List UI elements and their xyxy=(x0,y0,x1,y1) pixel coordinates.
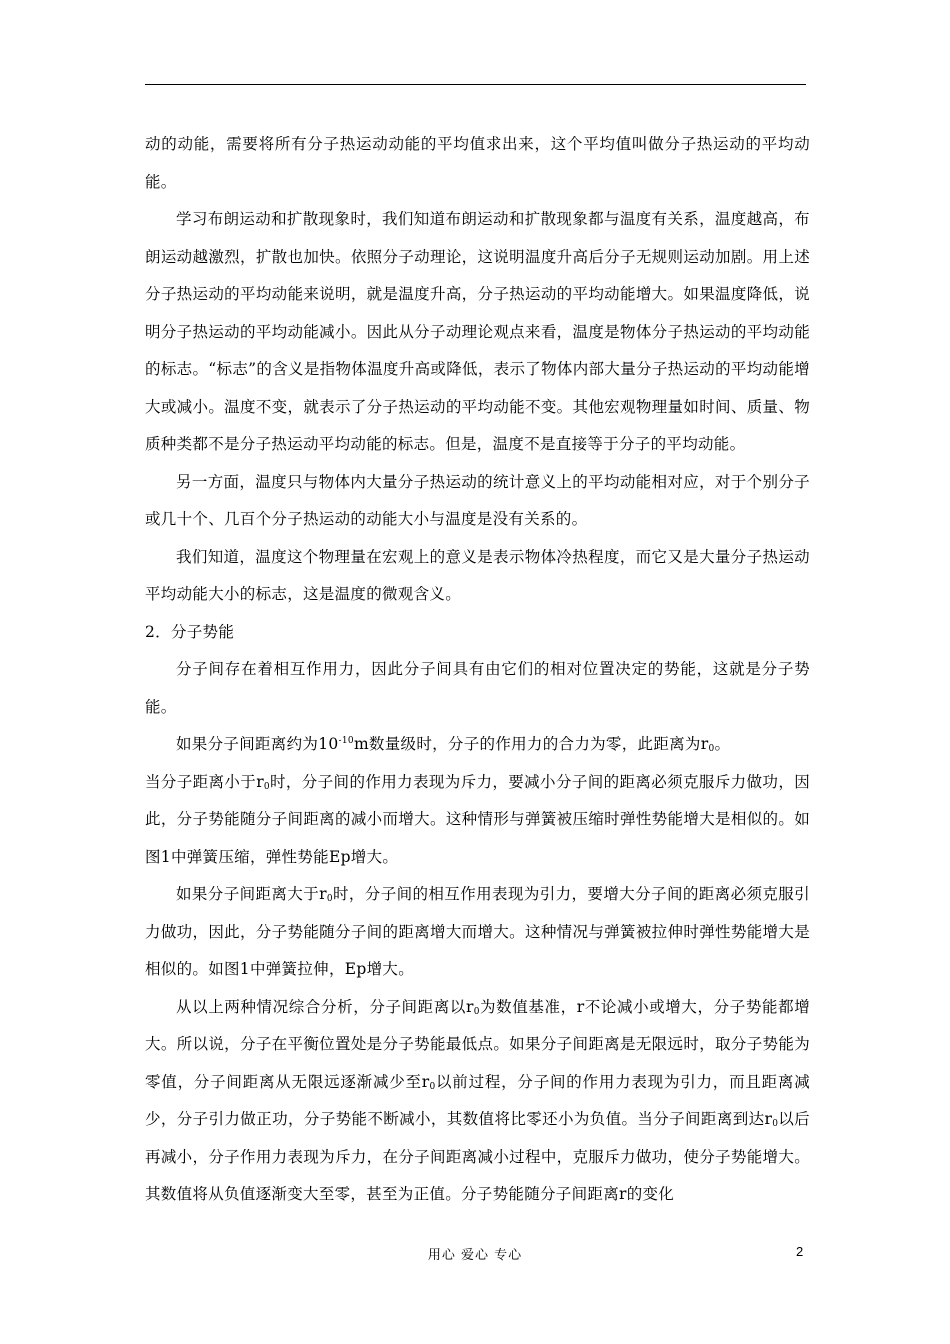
paragraph-potential-energy-definition: 分子间存在着相互作用力，因此分子间具有由它们的相对位置决定的势能，这就是分子势能。 xyxy=(145,660,810,716)
exponent: -10 xyxy=(338,736,354,746)
subscript-zero: 0 xyxy=(429,1081,436,1092)
subscript-zero: 0 xyxy=(326,894,333,904)
paragraph-microscopic-meaning: 我们知道，温度这个物理量在宏观上的意义是表示物体冷热程度，而它又是大量分子热运动平均动能大小的标志，这是温度的微观含义。 xyxy=(145,547,810,603)
paragraph-repulsive-case: 当分子距离小于$r_0$时，分子间的作用力表现为斥力，要减小分子间的距离必须克服斥力做功，因此，分子势能随分子间距离的减小而增大。这种情形与弹簧被压缩时弹性势能增大是相似的。如图1中弹簧压缩，弹性势能Ep增大。 xyxy=(145,772,811,866)
paragraph-average-kinetic-energy: 动的动能，需要将所有分子热运动动能的平均值求出来，这个平均值叫做分子热运动的平均动能。 xyxy=(145,135,810,191)
header-rule xyxy=(145,84,806,85)
paragraph-statistical-meaning: 另一方面，温度只与物体内大量分子热运动的统计意义上的平均动能相对应，对于个别分子或几十个、几百个分子热运动的动能大小与温度是没有关系的。 xyxy=(145,472,810,528)
subscript-zero: 0 xyxy=(708,744,715,754)
paragraph-combined-analysis: 从以上两种情况综合分析，分子间距离以$r_0$为数值基准，r不论减小或增大，分子势能都增大。所以说，分子在平衡位置处是分子势能最低点。如果分子间距离是无限远时，取分子势能为零值，分子间距离从无限远逐渐减少至$r_0$以前过程，分子间的作用力表现为引力，而且距离减少，分子引力做正功，分子势能不断减小，其数值将比零还小为负值。当分子间距离到达$r_0$以后再减小，分子作用力表现为斥力，在分子间距离减小过程中，克服斥力做功，使分子势能增大。其数值将从负值逐渐变大至零，甚至为正值。分子势能随分子间距离r的变化 xyxy=(145,997,811,1203)
paragraph-attractive-case: 如果分子间距离大于$r_0$时，分子间的相互作用表现为引力，要增大分子间的距离必须克服引力做功，因此，分子势能随分子间的距离增大而增大。这种情况与弹簧被拉伸时弹性势能增大是相似的。如图1中弹簧拉伸，Ep增大。 xyxy=(145,885,810,978)
subscript-zero: 0 xyxy=(263,781,270,792)
subscript-zero: 0 xyxy=(473,1006,480,1017)
subscript-zero: 0 xyxy=(772,1119,779,1129)
section-heading-molecular-potential-energy: 2．分子势能 xyxy=(145,622,235,641)
paragraph-equilibrium-distance: 如果分子间距离约为$10^{-10}m$数量级时，分子的作用力的合力为零，此距离为$r_0$。 xyxy=(176,735,731,754)
document-body xyxy=(145,126,810,1214)
page-footer xyxy=(0,1244,950,1264)
paragraph-temperature-meaning: 学习布朗运动和扩散现象时，我们知道布朗运动和扩散现象都与温度有关系，温度越高，布朗运动越激烈，扩散也加快。依照分子动理论，这说明温度升高后分子无规则运动加剧。用上述分子热运动的平均动能来说明，就是温度升高，分子热运动的平均动能增大。如果温度降低，说明分子热运动的平均动能减小。因此从分子动理论观点来看，温度是物体分子热运动的平均动能的标志。“标志”的含义是指物体温度升高或降低，表示了物体内部大量分子热运动的平均动能增大或减小。温度不变，就表示了分子热运动的平均动能不变。其他宏观物理量如时间、质量、物质种类都不是分子热运动平均动能的标志。但是，温度不是直接等于分子的平均动能。 xyxy=(145,210,810,453)
page-number: 2 xyxy=(796,1244,804,1259)
footer-motto: 用心 爱心 专心 xyxy=(427,1248,523,1263)
